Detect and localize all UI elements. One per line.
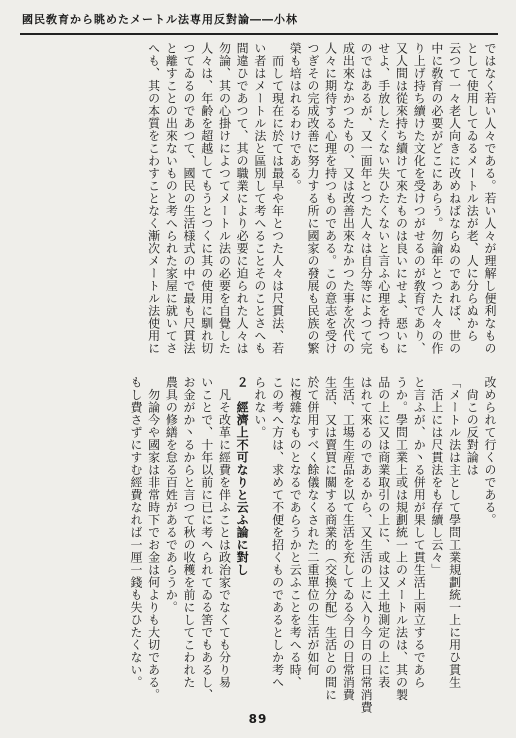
text-line: せよ、手放したくない失ひたくないと言ふ心理を持つも (376, 42, 391, 355)
text-line: 成出來なかつたもの、又は改善出來なかつた事を次代の (341, 42, 356, 355)
text-line: 中に敎育の必要がどこにあらう。勿論年とつた人々の作 (429, 42, 444, 355)
text-line: 品の上に又は商業取引の上に、或は又土地測定の上に表 (376, 376, 391, 689)
text-line: られない。 (252, 376, 267, 439)
text-line: 榮も培はれるわけである。 (288, 42, 303, 192)
header-rule (20, 33, 498, 35)
text-line: へも、其の本質をこわすことなく漸次メートル法使用に (146, 42, 161, 355)
text-line: いことで、十年以前に已に考へられてゐる筈でもあるし、 (199, 376, 214, 701)
text-line: 云つて一々老人向きに改めねばならぬのであれば、世の (447, 42, 462, 355)
text-line: 「メートル法は主として學問工業規劃統一上に用ひ貫生 (447, 376, 462, 689)
text-line: つてゐるのであつて、國民の生活様式の中で最も尺貫法 (182, 42, 197, 355)
text-line: として使用してゐるメートル法が老、人に分らぬから (465, 42, 480, 342)
text-line: はれて來るのであるから、又生活の上に入り今日の日常消費 (359, 376, 374, 714)
text-line: うか。學問工業上或は規劃統一上のメートル法は、其の製 (394, 376, 409, 701)
text-line: 間違ひであつて、其の職業により必要に迫られた人々は (235, 42, 250, 355)
text-line: ではなく若い人々である。若い人々が理解し便利なもの (483, 42, 497, 355)
running-header: 國民敎育から眺めたメートル法専用反對論――小林 (22, 13, 298, 26)
text-line: 於て併用すべく餘儀なくされた二重單位の生活が如何 (305, 376, 320, 676)
text-line: い者はメートル法と區別して考へることそのことさへも (252, 42, 267, 355)
text-line: 而して現在に於ては最早や年とつた人々は尺貫法、若 (270, 42, 285, 355)
lower-vertical-text (126, 376, 498, 714)
text-line: 生活、工場生産品を以て生活を充してゐる今日の日常消費 (341, 376, 356, 701)
text-line: 改められて行くのである。 (483, 376, 497, 526)
text-line: 生活、又は賣買に關する商業的（交換分配）生活との間に (323, 376, 338, 701)
text-line: のではあるが、又一面年とつた人々は自分等によつて完 (359, 42, 374, 355)
text-line: 農具の修繕を怠る百姓があるであらうか。 (164, 376, 179, 614)
text-line: り上げ持ち續けた文化を受けつがせるのが敎育であり、 (412, 42, 427, 355)
text-line: この考へ方は、求めて不便を招くものであるとしか考へ (270, 376, 285, 689)
text-line: と離すことの出來ないものと考へられた家屋に就いてさ (164, 42, 179, 355)
page-number: 89 (248, 712, 268, 726)
text-line: 勿論、其の心掛けによつてメートル法の必要を自覺した (217, 42, 232, 355)
text-line: に複雜なものとなるであらうかと云ふことを考へる時、 (288, 376, 303, 689)
text-line: 尙この反對論は (465, 376, 480, 476)
text-line: 凡そ改革に經費を伴ふことは政治家でなくても分り易 (217, 376, 232, 689)
text-line: 人々は、年齢を超越してもうとつくに其の使用に馴れ切 (199, 42, 214, 355)
upper-text-block (20, 42, 498, 364)
text-line: つぎその完成改善に努力する所に國家の發展も民族の繁 (305, 42, 320, 355)
lower-text-block (20, 376, 498, 714)
text-line: もし費さずにすむ經費なれば一厘一錢も失ひたくない。 (128, 376, 143, 689)
text-line: お金がか丶るからと言つて秋の收穫を前にしてこわれた (182, 376, 197, 689)
text-line: 活上には尺貫法をも存續し云々」 (429, 376, 444, 576)
text-line: と言ふが、か丶る併用が果して貫生活上兩立するであら (412, 376, 427, 689)
text-line: 人々に期待する心理を持つものである。この意志を受け (323, 42, 338, 355)
upper-vertical-text (144, 42, 498, 364)
text-line: 又人間は從來持ち續けて來たものは良いにせよ、惡いに (394, 42, 409, 355)
section-heading: ２ 經濟上不可なりと云ふ論に對し (235, 376, 250, 576)
text-line: 勿論今や國家は非常時下でお金は何よりも大切である。 (146, 376, 161, 701)
